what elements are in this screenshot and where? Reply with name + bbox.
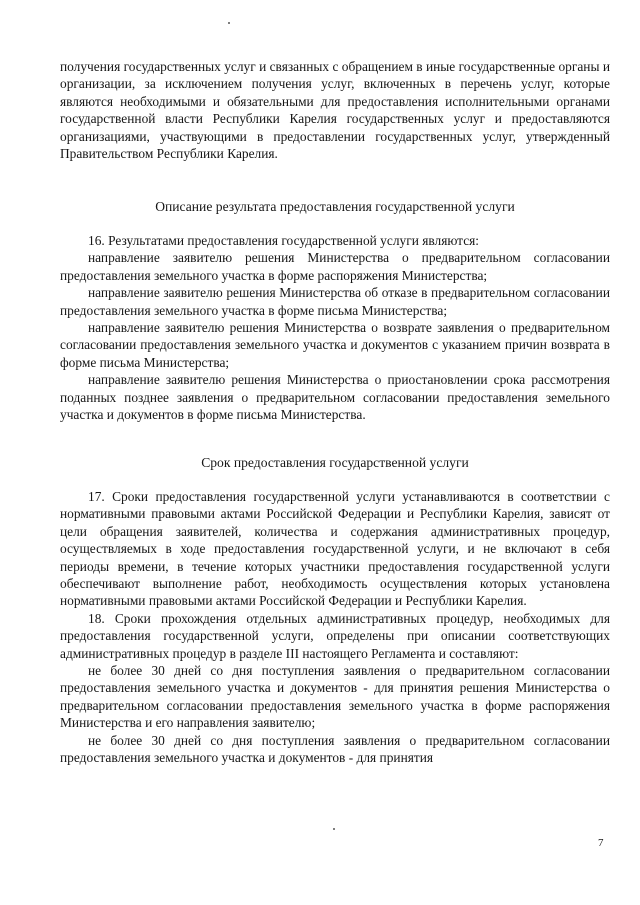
- paragraph: направление заявителю решения Министерства о предварительном согласовании предоставления земельного участка в форме распоряжения Министерства;: [60, 250, 610, 283]
- page-number: 7: [598, 837, 604, 849]
- paragraph: 16. Результатами предоставления государственной услуги являются:: [88, 233, 480, 248]
- scan-speck: [333, 828, 335, 830]
- section-heading-result: Описание результата предоставления государственной услуги: [155, 199, 515, 214]
- paragraph: не более 30 дней со дня поступления заявления о предварительном согласовании предоставления земельного участка и документов - для принятия решения Министерства о предварительном согласовании предоставления земельного участка в форме распоряжения Министерства и его направления заявителю;: [60, 663, 610, 731]
- text-block-3: [60, 488, 610, 767]
- paragraph: не более 30 дней со дня поступления заявления о предварительном согласовании предоставления земельного участка и документов - для принятия: [60, 732, 610, 766]
- paragraph: направление заявителю решения Министерства о приостановлении срока рассмотрения поданных позднее заявления о предварительном согласовании предоставления земельного участка и документов в форме письма Министерства.: [60, 372, 610, 423]
- scan-speck: [228, 22, 230, 24]
- text-block-2: [60, 232, 610, 423]
- paragraph: 18. Сроки прохождения отдельных административных процедур, необходимых для предоставления государственной услуги, определены при описании соответствующих административных процедур в разделе III настоящего Регламента и составляют:: [60, 610, 610, 661]
- paragraph: направление заявителю решения Министерства о возврате заявления о предварительном согласовании предоставления земельного участка и документов с указанием причин возврата в форме письма Министерства;: [60, 320, 610, 370]
- paragraph: 17. Сроки предоставления государственной услуги устанавливаются в соответствии с нормативными правовыми актами Российской Федерации и Республики Карелия, зависят от цели обращения заявителей, количества и содержания административных процедур, осуществляемых в ходе предоставления государственной услуги, и не включают в себя периоды времени, в течение которых участники предоставления государственной услуги обеспечивают выполнение работ, необходимость осуществления которых установлена нормативными правовыми актами Российской Федерации и Республики Карелия.: [60, 489, 610, 609]
- text-block-1: [60, 58, 610, 162]
- section-heading-term: Срок предоставления государственной услуги: [201, 455, 469, 470]
- paragraph: направление заявителю решения Министерства об отказе в предварительном согласовании предоставления земельного участка в форме письма Министерства;: [60, 285, 610, 318]
- paragraph: получения государственных услуг и связанных с обращением в иные государственные органы и организации, за исключением получения услуг, включенных в перечень услуг, которые являются необходимыми и обязательными для предоставления исполнительными органами государственной власти Республики Карелия государственных услуг и предоставляются организациями, участвующими в предоставлении государственных услуг, утвержденный Правительством Республики Карелия.: [60, 59, 610, 162]
